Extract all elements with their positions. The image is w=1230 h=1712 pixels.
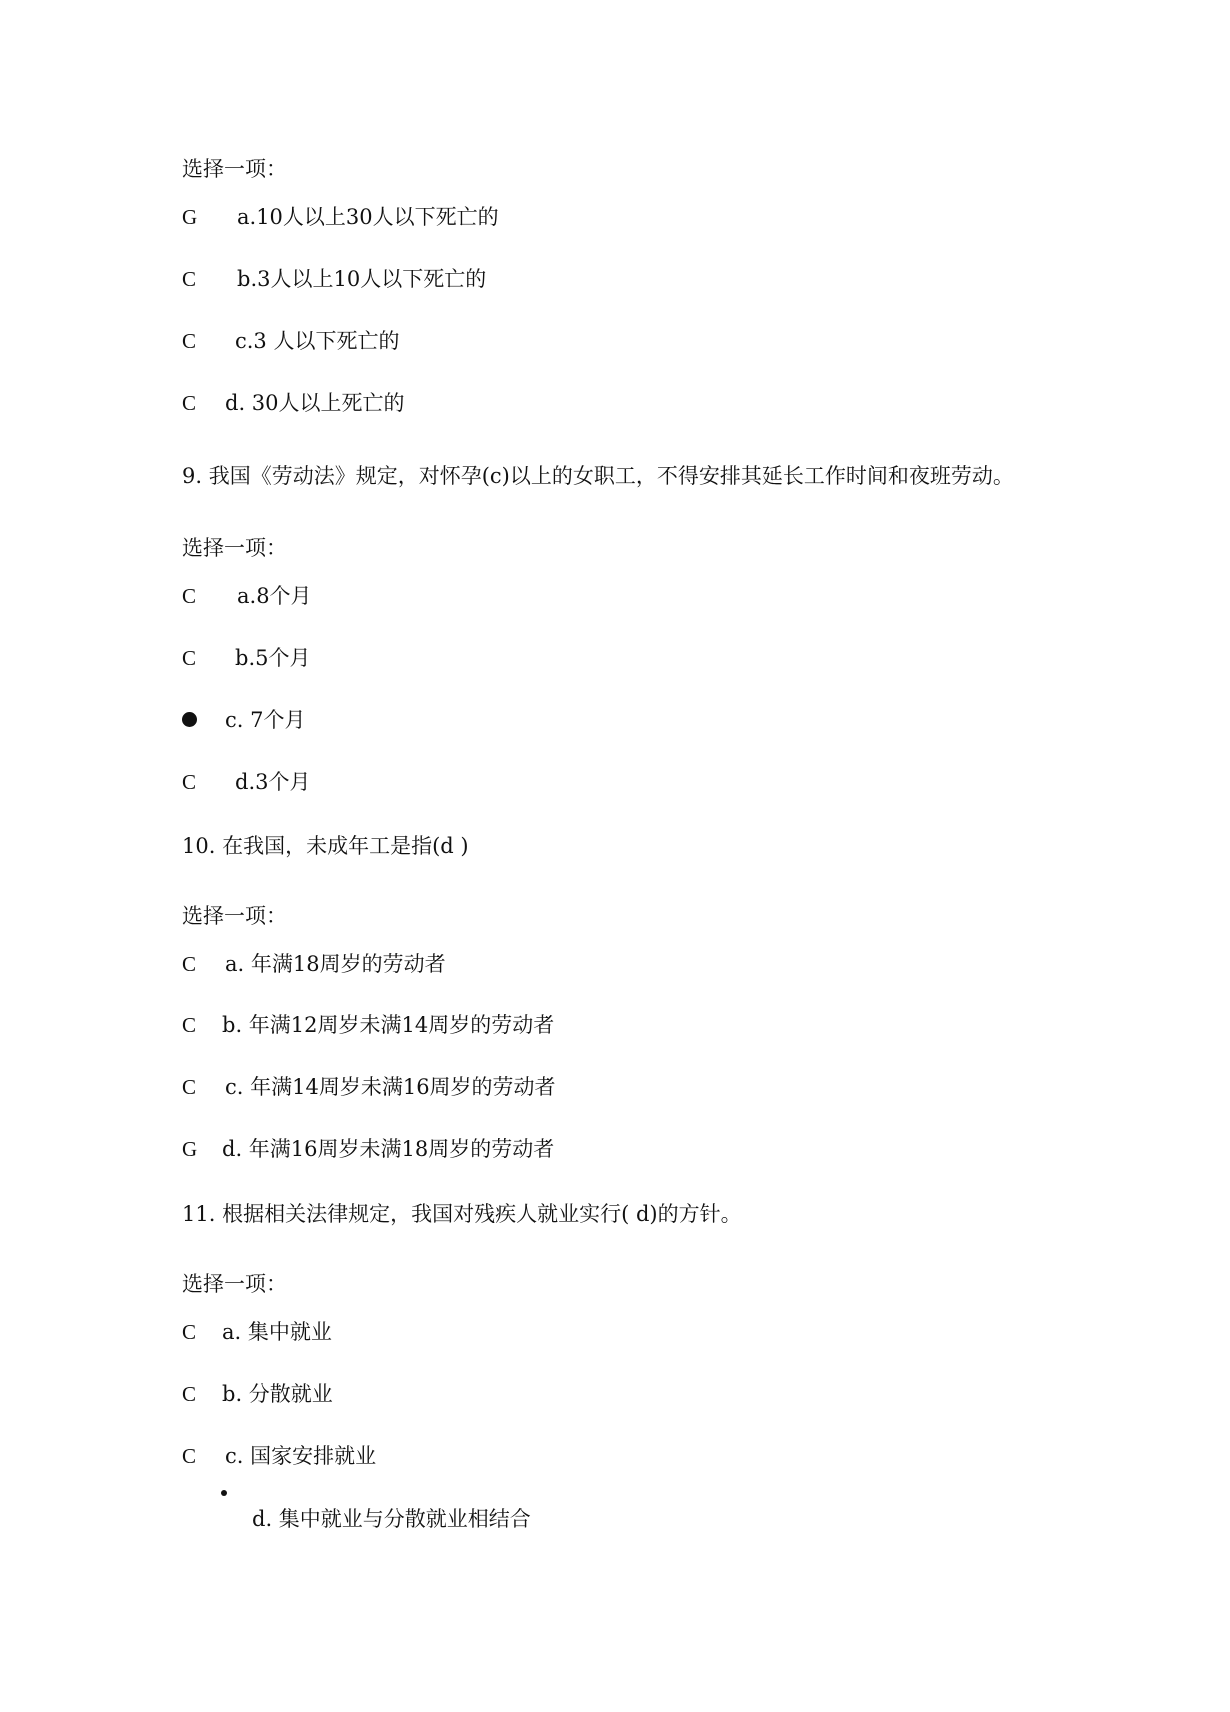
option-label: d. 年满16周岁未满18周岁的劳动者 — [222, 1137, 555, 1161]
option-marker[interactable]: G — [182, 205, 198, 229]
option-marker[interactable]: C — [182, 1320, 197, 1344]
option-marker[interactable]: C — [182, 1075, 197, 1099]
option-label: b. 年满12周岁未满14周岁的劳动者 — [222, 1013, 555, 1037]
option-marker[interactable]: C — [182, 584, 197, 608]
option-marker[interactable]: C — [182, 267, 197, 291]
option-label: c. 7个月 — [225, 708, 306, 732]
option-marker[interactable]: C — [182, 1382, 197, 1406]
choose-one-prompt: 选择一项： — [182, 904, 287, 928]
option-label: c. 年满14周岁未满16周岁的劳动者 — [225, 1075, 556, 1099]
question-text: 11. 根据相关法律规定，我国对残疾人就业实行( d)的方针。 — [182, 1202, 742, 1226]
option-label: d.3个月 — [235, 770, 311, 794]
option-marker[interactable]: C — [182, 1444, 197, 1468]
option-marker[interactable]: C — [182, 646, 197, 670]
option-label: b.5个月 — [235, 646, 311, 670]
option-label: a.8个月 — [237, 584, 312, 608]
option-label: a. 集中就业 — [222, 1320, 332, 1344]
option-marker[interactable]: C — [182, 329, 197, 353]
choose-one-prompt: 选择一项： — [182, 157, 287, 181]
option-label: a. 年满18周岁的劳动者 — [225, 952, 446, 976]
option-marker[interactable]: G — [182, 1137, 198, 1161]
option-label: c. 国家安排就业 — [225, 1444, 377, 1468]
option-marker[interactable]: C — [182, 770, 197, 794]
option-label: c.3 人以下死亡的 — [235, 329, 400, 353]
option-label: b.3人以上10人以下死亡的 — [237, 267, 487, 291]
question-text: 10. 在我国，未成年工是指(d ) — [182, 834, 469, 858]
question-text: 9. 我国《劳动法》规定，对怀孕(c)以上的女职工，不得安排其延长工作时间和夜班劳动。 — [182, 464, 1014, 488]
option-label: b. 分散就业 — [222, 1382, 333, 1406]
bullet-icon[interactable] — [221, 1490, 227, 1496]
option-marker[interactable]: C — [182, 952, 197, 976]
option-label: d. 集中就业与分散就业相结合 — [252, 1507, 531, 1531]
choose-one-prompt: 选择一项： — [182, 536, 287, 560]
option-marker[interactable]: C — [182, 1013, 197, 1037]
selected-radio-icon[interactable] — [182, 712, 197, 727]
choose-one-prompt: 选择一项： — [182, 1272, 287, 1296]
option-marker[interactable]: C — [182, 391, 197, 415]
option-label: d. 30人以上死亡的 — [225, 391, 405, 415]
option-label: a.10人以上30人以下死亡的 — [237, 205, 499, 229]
